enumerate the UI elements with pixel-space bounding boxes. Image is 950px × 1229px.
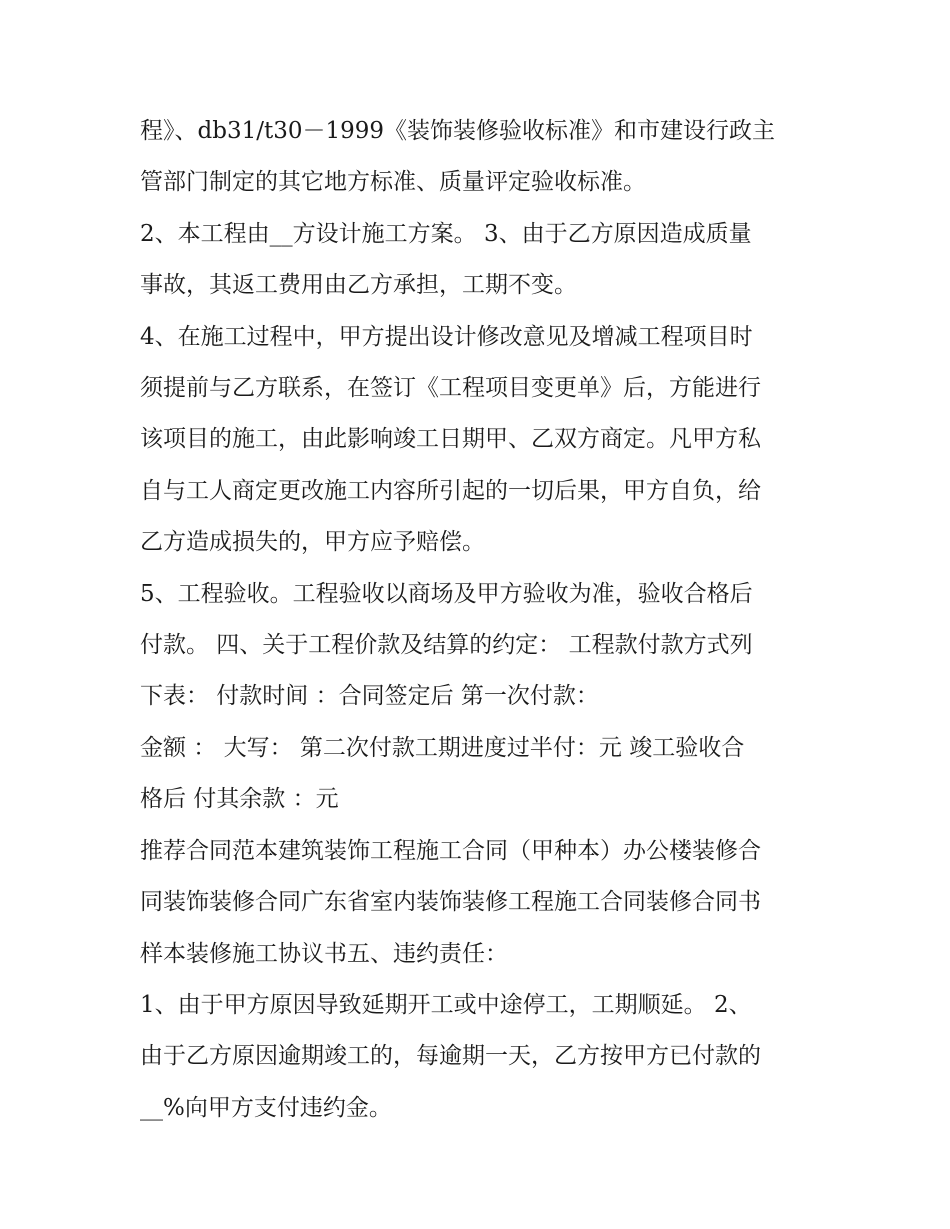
text-line: 同装饰装修合同广东省室内装饰装修工程施工合同装修合同书 [140, 889, 761, 916]
text-line: 4、在施工过程中，甲方提出设计修改意见及增减工程项目时 [140, 323, 753, 350]
text-line: __%向甲方支付违约金。 [140, 1094, 392, 1121]
text-line: 推荐合同范本建筑装饰工程施工合同（甲种本）办公楼装修合 [140, 837, 761, 864]
text-line: 自与工人商定更改施工内容所引起的一切后果，甲方自负，给 [140, 477, 761, 504]
text-line: 金额 ： 大写： 第二次付款工期进度过半付：元 竣工验收合 [140, 734, 745, 761]
text-line: 乙方造成损失的，甲方应予赔偿。 [140, 529, 485, 556]
text-line: 事故，其返工费用由乙方承担，工期不变。 [140, 272, 577, 299]
text-line: 程》、db31/t30－1999《装饰装修验收标准》和市建设行政主 [140, 118, 776, 144]
text-line: 由于乙方原因逾期竣工的，每逾期一天，乙方按甲方已付款的 [140, 1043, 761, 1070]
text-line: 格后 付其余款 ：元 [140, 786, 339, 813]
text-line: 2、本工程由__方设计施工方案。 3、由于乙方原因造成质量 [140, 220, 752, 247]
text-line: 付款。 四、关于工程价款及结算的约定： 工程款付款方式列 [140, 632, 753, 659]
text-line: 5、工程验收。工程验收以商场及甲方验收为准，验收合格后 [140, 580, 753, 607]
text-line: 该项目的施工，由此影响竣工日期甲、乙双方商定。凡甲方私 [140, 426, 761, 453]
text-line: 样本装修施工协议书五、违约责任： [140, 940, 508, 967]
text-line: 须提前与乙方联系，在签订《工程项目变更单》后，方能进行 [140, 375, 761, 402]
document-page [140, 106, 820, 1134]
text-line: 下表： 付款时间 ：合同签定后 第一次付款： [140, 683, 599, 710]
text-line: 管部门制定的其它地方标准、质量评定验收标准。 [140, 169, 646, 196]
text-line: 1、由于甲方原因导致延期开工或中途停工，工期顺延。 2、 [140, 991, 752, 1018]
